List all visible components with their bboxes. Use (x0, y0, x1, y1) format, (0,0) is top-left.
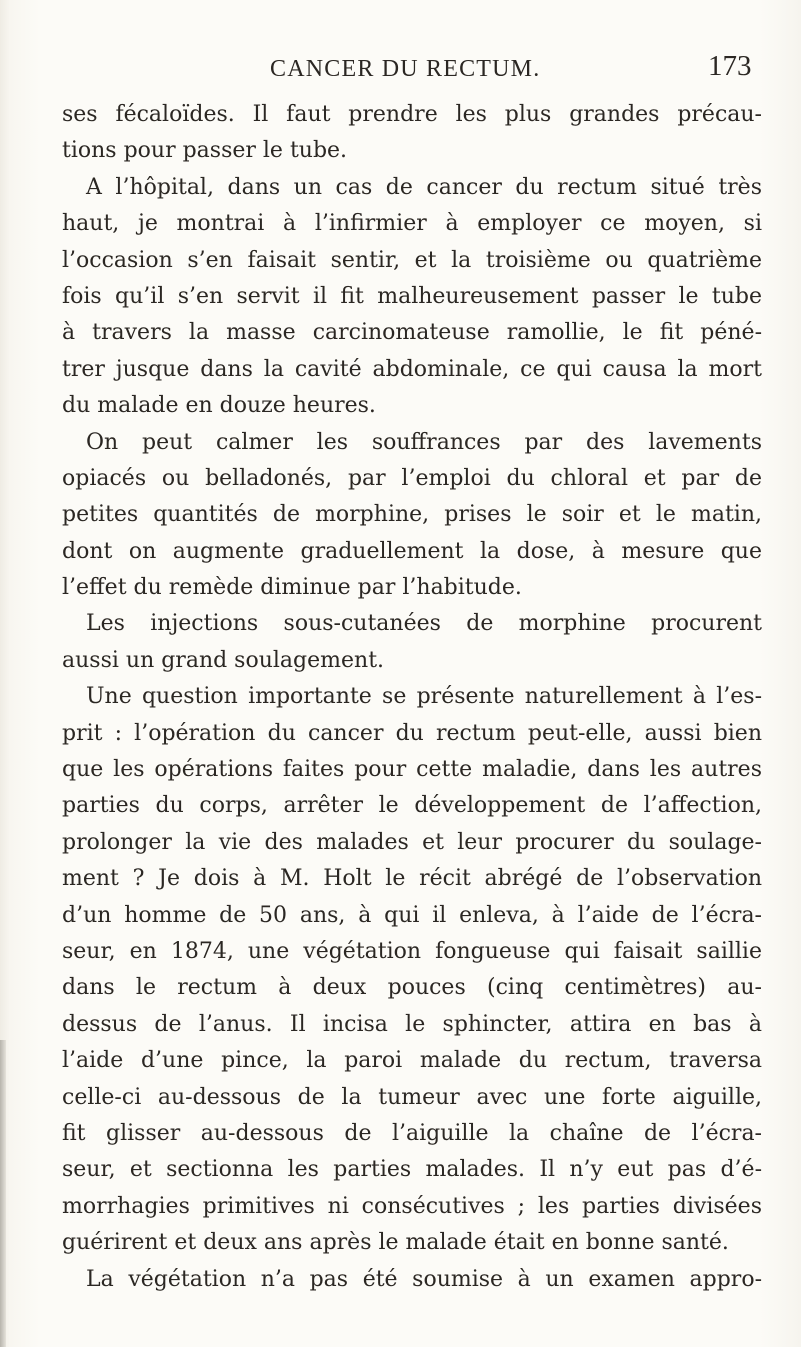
text-line: l’effet du remède diminue par l’habitude. (62, 575, 522, 601)
paragraph-first-line: A l’hôpital, dans un cas de cancer du rectum situé très (86, 174, 762, 200)
text-line: aussi un grand soulagement. (62, 647, 385, 673)
paragraph-first-line: Une question importante se présente naturellement à l’es- (86, 684, 762, 710)
text-line: du malade en douze heures. (62, 393, 376, 419)
text-line: seur, en 1874, une végétation fongueuse qui faisait saillie (62, 938, 762, 964)
text-line: l’aide d’une pince, la paroi malade du rectum, traversa (62, 1048, 762, 1074)
text-line: celle-ci au-dessous de la tumeur avec une forte aiguille, (62, 1084, 762, 1110)
paragraph-first-line: Les injections sous-cutanées de morphine procurent (86, 611, 762, 637)
text-line: prit : l’opération du cancer du rectum peut-elle, aussi bien (62, 720, 762, 746)
text-line: morrhagies primitives ni consécutives ; les parties divisées (62, 1193, 762, 1219)
paragraph-first-line: La végétation n’a pas été soumise à un examen appro- (86, 1266, 762, 1292)
text-line: tions pour passer le tube. (62, 138, 348, 164)
page-edge-shadow (0, 1040, 6, 1347)
text-line: seur, et sectionna les parties malades. Il n’y eut pas d’é- (62, 1157, 762, 1183)
text-line: prolonger la vie des malades et leur procurer du soulage- (62, 829, 762, 855)
text-line: trer jusque dans la cavité abdominale, ce qui causa la mort (62, 356, 762, 382)
body-text (62, 97, 762, 1298)
text-line: petites quantités de morphine, prises le soir et le matin, (62, 502, 762, 528)
text-line: d’un homme de 50 ans, à qui il enleva, à l’aide de l’écra- (62, 902, 762, 928)
text-line: fois qu’il s’en servit il fit malheureusement passer le tube (62, 283, 762, 309)
text-line: dessus de l’anus. Il incisa le sphincter, attira en bas à (62, 1011, 762, 1037)
text-line: fit glisser au-dessous de l’aiguille la chaîne de l’écra- (62, 1120, 762, 1146)
text-line: dont on augmente graduellement la dose, à mesure que (62, 538, 762, 564)
text-line: guérirent et deux ans après le malade était en bonne santé. (62, 1230, 729, 1256)
text-line: parties du corps, arrêter le développement de l’affection, (62, 793, 762, 819)
text-line: que les opérations faites pour cette maladie, dans les autres (62, 757, 762, 783)
text-line: l’occasion s’en faisait sentir, et la troisième ou quatrième (62, 247, 762, 273)
text-line: à travers la masse carcinomateuse ramollie, le fit péné- (62, 320, 762, 346)
page-header (0, 50, 801, 90)
text-line: haut, je montrai à l’infirmier à employer ce moyen, si (62, 211, 762, 237)
page-number: 173 (708, 50, 752, 82)
text-line: ses fécaloïdes. Il faut prendre les plus grandes précau- (62, 102, 762, 127)
text-line: opiacés ou belladonés, par l’emploi du chloral et par de (62, 465, 762, 491)
text-line: dans le rectum à deux pouces (cinq centimètres) au- (62, 975, 762, 1001)
running-title: CANCER DU RECTUM. (270, 56, 541, 82)
paragraph-first-line: On peut calmer les souffrances par des lavements (86, 429, 762, 455)
text-line: ment ? Je dois à M. Holt le récit abrégé de l’observation (62, 866, 762, 892)
